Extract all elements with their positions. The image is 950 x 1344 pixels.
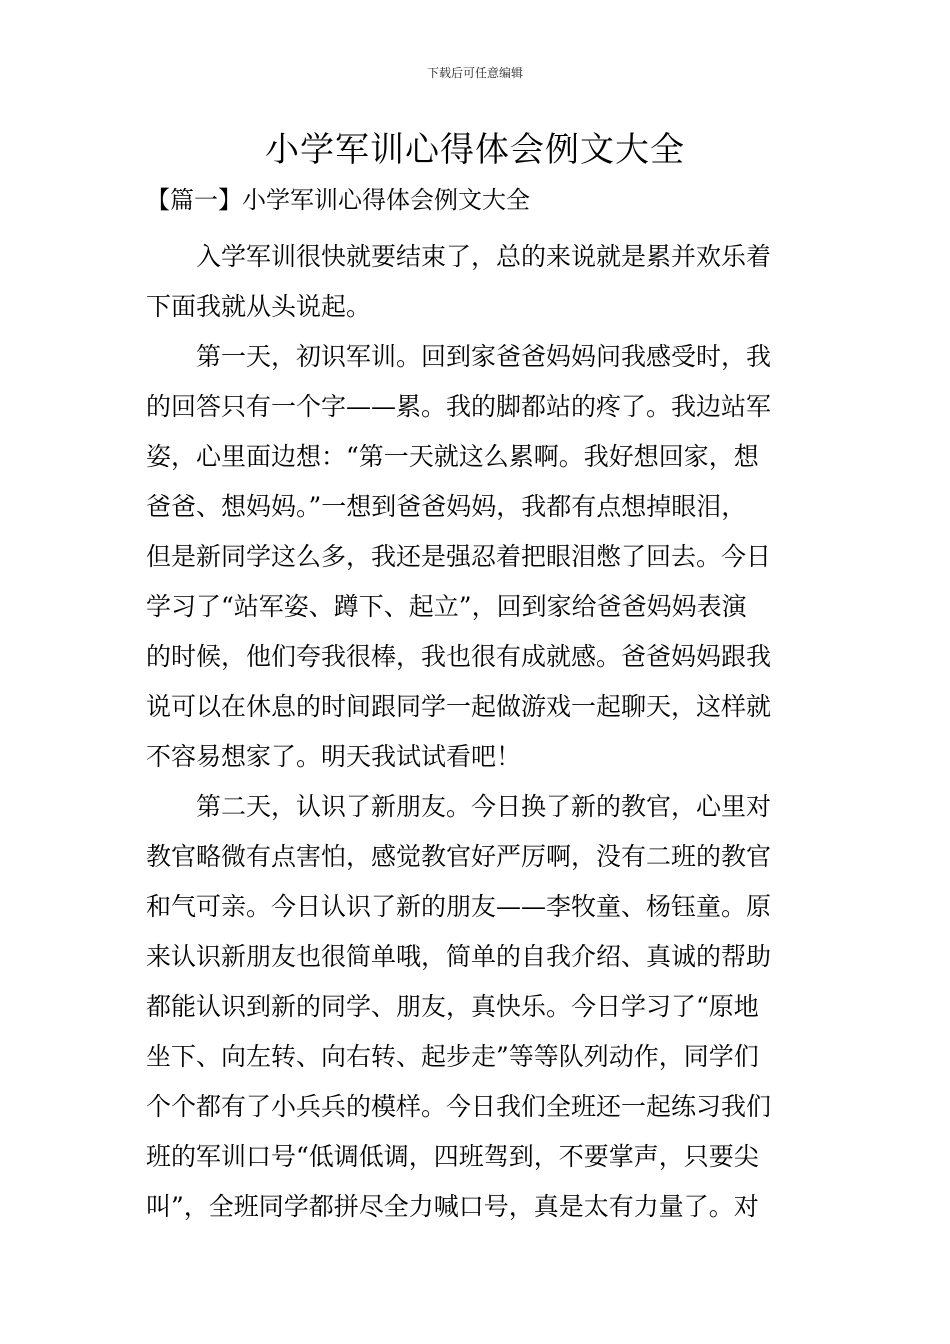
text-line: 班的军训口号“低调低调，四班驾到，不要掌声，只要尖 <box>146 1142 759 1171</box>
text-line: 第二天，认识了新朋友。今日换了新的教官，心里对 <box>196 792 772 821</box>
text-line: 叫”，全班同学都拼尽全力喊口号，真是太有力量了。对 <box>146 1192 759 1221</box>
body-text <box>146 232 806 1232</box>
paragraph <box>146 782 806 1232</box>
text-line: 都能认识到新的同学、朋友，真快乐。今日学习了“原地 <box>146 992 759 1021</box>
text-line: 不容易想家了。明天我试试看吧！ <box>146 742 522 771</box>
text-line: 的时候，他们夸我很棒，我也很有成就感。爸爸妈妈跟我 <box>146 642 772 671</box>
text-line: 教官略微有点害怕，感觉教官好严厉啊，没有二班的教官 <box>146 842 772 871</box>
text-line: 第一天，初识军训。回到家爸爸妈妈问我感受时，我 <box>196 342 772 371</box>
text-line: 下面我就从头说起。 <box>146 292 372 321</box>
text-line: 但是新同学这么多，我还是强忍着把眼泪憋了回去。今日 <box>146 542 772 571</box>
paragraph <box>146 232 806 332</box>
text-line: 的回答只有一个字——累。我的脚都站的疼了。我边站军 <box>146 392 772 421</box>
section-heading: 【篇一】小学军训心得体会例文大全 <box>146 186 530 214</box>
paragraph <box>146 332 806 782</box>
text-line: 入学军训很快就要结束了，总的来说就是累并欢乐着 <box>196 242 772 271</box>
text-line: 来认识新朋友也很简单哦，简单的自我介绍、真诚的帮助 <box>146 942 772 971</box>
text-line: 说可以在休息的时间跟同学一起做游戏一起聊天，这样就 <box>146 692 772 721</box>
text-line: 坐下、向左转、向右转、起步走”等等队列动作，同学们 <box>146 1042 759 1071</box>
text-line: 个个都有了小兵兵的模样。今日我们全班还一起练习我们 <box>146 1092 772 1121</box>
header-note: 下载后可任意编辑 <box>426 66 523 80</box>
document-title: 小学军训心得体会例文大全 <box>265 130 685 170</box>
text-line: 学习了“站军姿、蹲下、起立”，回到家给爸爸妈妈表演 <box>146 592 747 621</box>
text-line: 姿，心里面边想：“第一天就这么累啊。我好想回家，想 <box>146 442 759 471</box>
text-line: 爸爸、想妈妈。”一想到爸爸妈妈，我都有点想掉眼泪， <box>146 492 747 521</box>
text-line: 和气可亲。今日认识了新的朋友——李牧童、杨钰童。原 <box>146 892 772 921</box>
